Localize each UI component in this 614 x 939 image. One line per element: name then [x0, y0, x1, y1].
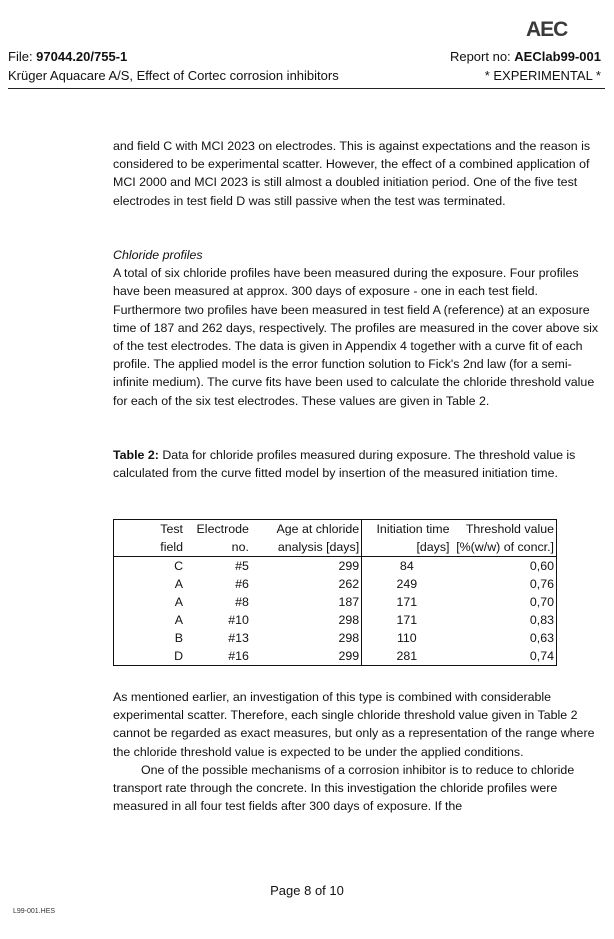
cell-initiation: 171 [396, 595, 418, 609]
table-row [114, 593, 557, 611]
cell-field: A [174, 613, 184, 627]
cell-field: C [174, 559, 184, 573]
paragraph-1-text: and field C with MCI 2023 on electrodes. This is against expectations and the reason is considered to be experimental scatter. However, the effect of a combined application of MCI 2000 and MCI 2023 is still almost a doubled initiation period. One of the five test electrodes in test field D was still passive when the test was terminated. [113, 139, 591, 208]
aec-logo: AEC [526, 18, 568, 41]
paragraph-3-text: As mentioned earlier, an investigation of this type is combined with considerable experimental scatter. Therefore, each single chloride threshold value given in Table 2 cannot be regarded as exact measures, but only as a representation of the range where the chloride threshold value is expected to be under the applied conditions. [113, 690, 595, 759]
cell-threshold: 0,60 [529, 559, 554, 573]
paragraph-1 [113, 137, 603, 210]
cell-initiation: 110 [396, 631, 417, 645]
header-initiation: Initiation time [376, 522, 450, 536]
header-electrode: Electrode [196, 522, 249, 536]
cell-electrode: #13 [228, 631, 249, 645]
header-age: Age at chloride [251, 520, 362, 539]
cell-initiation: 84 [399, 559, 414, 573]
header-test: Test [160, 522, 184, 536]
header-field: field [114, 538, 186, 557]
cell-electrode: #5 [235, 559, 249, 573]
cell-electrode: #8 [235, 595, 249, 609]
header-right [450, 47, 601, 85]
report-label: Report no: [449, 49, 515, 64]
cell-age: 299 [251, 557, 362, 576]
table-caption [113, 446, 603, 482]
file-reference: L99-001.HES [13, 908, 56, 915]
cell-electrode: #10 [228, 613, 249, 627]
cell-threshold: 0,83 [529, 613, 554, 627]
table-row [114, 557, 557, 576]
header-days: [days] [362, 538, 452, 557]
table-row [114, 611, 557, 629]
cell-age: 299 [251, 647, 362, 666]
cell-electrode: #16 [228, 649, 249, 663]
cell-field: B [174, 631, 184, 645]
cell-initiation: 171 [396, 613, 418, 627]
status-label: * EXPERIMENTAL * [484, 68, 601, 83]
table-header-row-2 [114, 538, 557, 557]
cell-field: A [174, 595, 184, 609]
section-heading: Chloride profiles [113, 248, 203, 262]
cell-age: 187 [251, 593, 362, 611]
table-row [114, 575, 557, 593]
header-threshold: Threshold value [465, 522, 554, 536]
paragraph-4-text: One of the possible mechanisms of a corrosion inhibitor is to reduce to chloride transport rate through the concrete. In this investigation the chloride profiles were measured in all four test fields after 300 days of exposure. If the [113, 762, 575, 814]
header-no: no. [185, 538, 251, 557]
table-header-row-1 [114, 520, 557, 539]
table-caption-body: Data for chloride profiles measured during exposure. The threshold value is calculated from the curve fitted model by insertion of the measured initiation time. [113, 448, 576, 481]
file-line [8, 47, 339, 66]
chloride-data-table [113, 519, 557, 666]
header-divider [8, 88, 605, 89]
table-caption-text [113, 446, 603, 482]
table-caption-label: Table 2: [113, 448, 159, 462]
cell-age: 262 [251, 575, 362, 593]
cell-age: 298 [251, 629, 362, 647]
cell-age: 298 [251, 611, 362, 629]
report-line [450, 47, 601, 66]
table-row [114, 647, 557, 666]
cell-threshold: 0,76 [529, 577, 554, 591]
header-concr: [%(w/w) of concr.] [452, 538, 557, 557]
cell-electrode: #6 [235, 577, 249, 591]
cell-initiation: 281 [396, 649, 418, 663]
header-analysis-days: analysis [days] [251, 538, 362, 557]
page-number: Page 8 of 10 [270, 883, 344, 898]
table-row [114, 629, 557, 647]
client-title: Krüger Aquacare A/S, Effect of Cortec corrosion inhibitors [8, 68, 339, 83]
chloride-section [113, 246, 603, 410]
cell-field: D [174, 649, 184, 663]
file-label: File: [8, 49, 37, 64]
cell-threshold: 0,74 [529, 649, 554, 663]
file-number: 97044.20/755-1 [36, 49, 128, 64]
cell-field: A [174, 577, 184, 591]
paragraph-2-text: A total of six chloride profiles have been measured during the exposure. Four profiles have been measured at approx. 300 days of exposure - one in each test field. Furthermore two profiles have been measured in test field A (reference) at an exposure time of 187 and 262 days, respectively. The profiles are measured in the cover above six of the test electrodes. The data is given in Appendix 4 together with a curve fit of each profile. The applied model is the error function solution to Fick's 2nd law (for a semi-infinite medium). The curve fits have been used to calculate the chloride threshold value for each of the six test electrodes. These values are given in Table 2. [113, 266, 599, 408]
cell-threshold: 0,70 [529, 595, 554, 609]
cell-initiation: 249 [396, 577, 418, 591]
paragraph-3 [113, 688, 603, 815]
cell-threshold: 0,63 [529, 631, 554, 645]
report-number: AEClab99-001 [514, 49, 601, 64]
header-left [8, 47, 339, 85]
